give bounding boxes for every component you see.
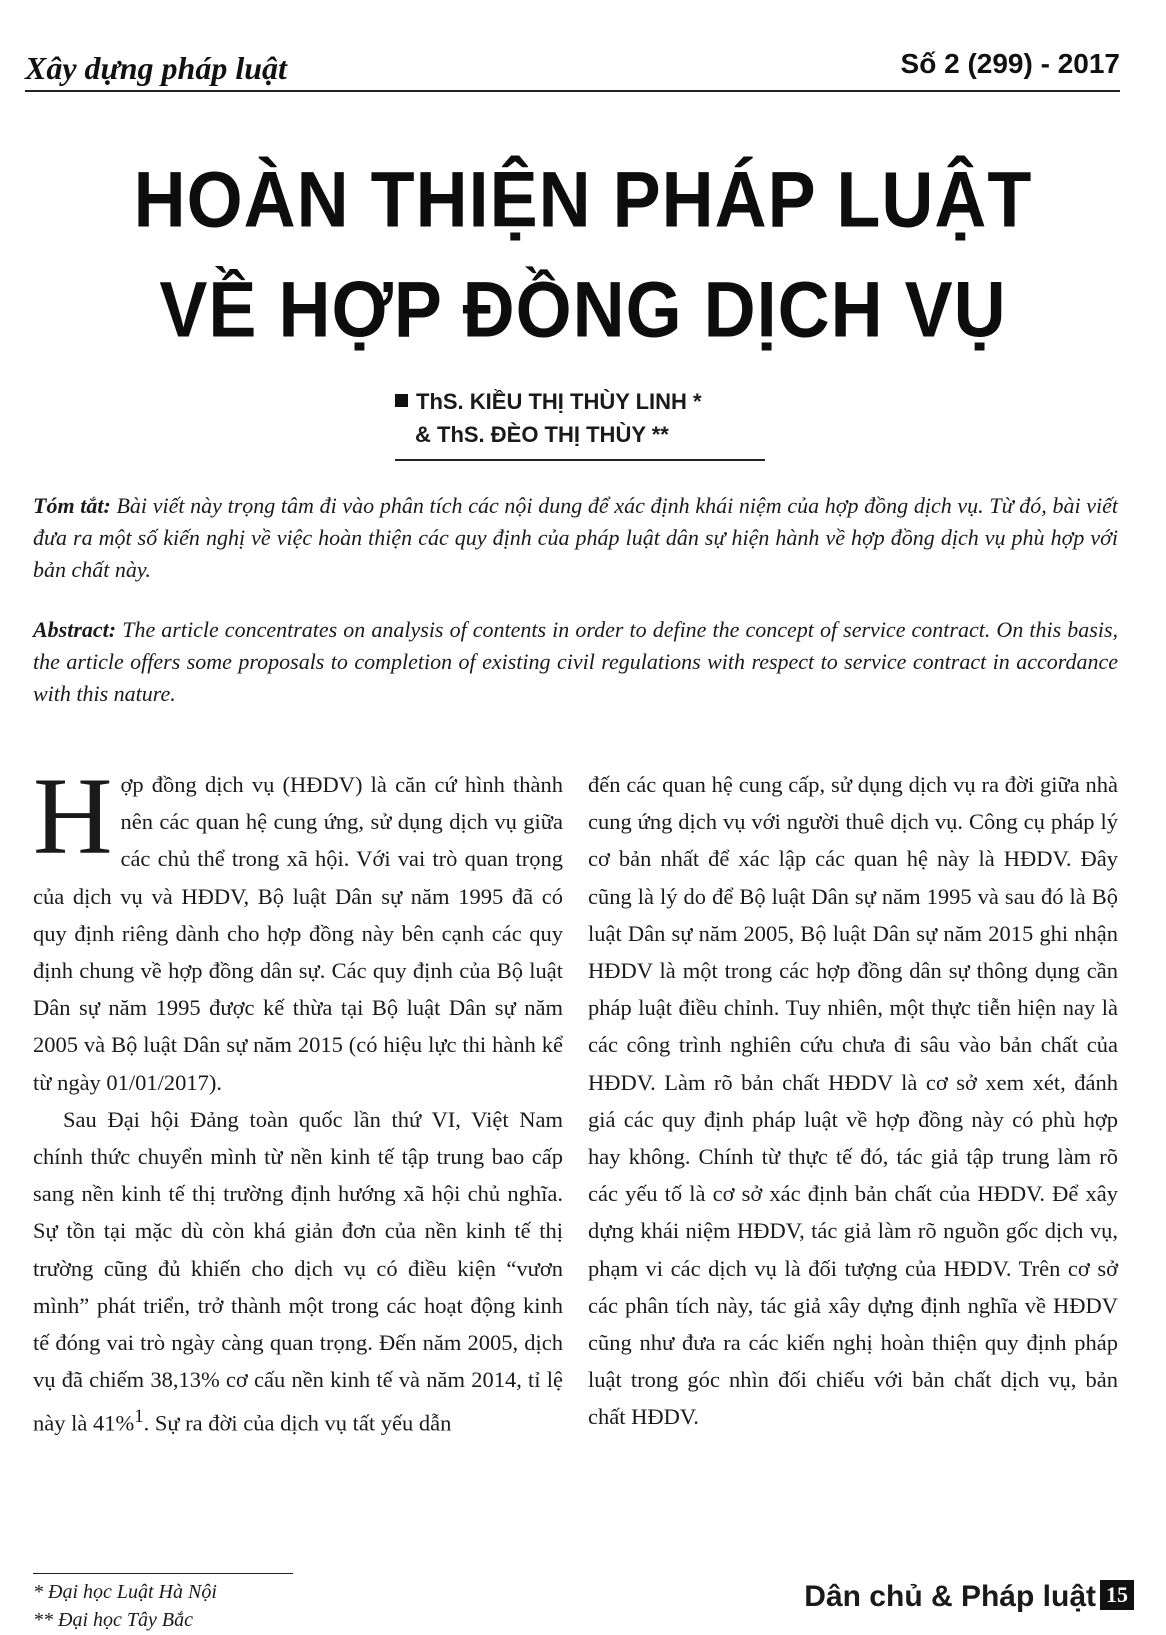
footnote-2: ** Đại học Tây Bắc — [33, 1609, 193, 1631]
bullet-square-icon — [395, 394, 408, 407]
page-number: 15 — [1100, 1580, 1134, 1610]
abstract-label: Abstract: — [33, 617, 117, 642]
footer-brand: Dân chủ & Pháp luật — [804, 1580, 1096, 1613]
footnotes — [33, 1578, 217, 1634]
summary-vi — [33, 490, 1118, 586]
issue-number: Số 2 (299) - 2017 — [900, 48, 1120, 79]
abstract-en — [33, 614, 1118, 710]
author-2: & ThS. ĐÈO THỊ THÙY ** — [415, 422, 669, 447]
summary-text: Bài viết này trọng tâm đi vào phân tích các nội dung để xác định khái niệm của hợp đồng dịch vụ. Từ đó, bài viết đưa ra một số kiến nghị về việc hoàn thiện các quy định của pháp luật dân sự hiện hành về hợp đồng dịch vụ phù hợp với bản chất này. — [33, 493, 1119, 582]
abstract-text: The article concentrates on analysis of contents in order to define the concept of service contract. On this basis, the article offers some proposals to completion of existing civil regulations with respect to service contract in accordance with this nature. — [33, 617, 1119, 706]
body-paragraph-3: đến các quan hệ cung cấp, sử dụng dịch vụ ra đời giữa nhà cung ứng dịch vụ với người thuê dịch vụ. Công cụ pháp lý cơ bản nhất để xác lập các quan hệ này là HĐDV. Đây cũng là lý do để Bộ luật Dân sự năm 1995 và sau đó là Bộ luật Dân sự năm 2005, Bộ luật Dân sự năm 2015 ghi nhận HĐDV là một trong các hợp đồng dân sự thông dụng cần pháp luật điều chỉnh. Tuy nhiên, một thực tiễn hiện nay là các công trình nghiên cứu chưa đi sâu vào bản chất của HĐDV. Làm rõ bản chất HĐDV là cơ sở xem xét, đánh giá các quy định pháp luật về hợp đồng này có phù hợp hay không. Chính từ thực tế đó, tác giả tập trung làm rõ các yếu tố là cơ sở xác định bản chất của HĐDV. Để xây dựng khái niệm HĐDV, tác giả làm rõ nguồn gốc dịch vụ, phạm vi các dịch vụ là đối tượng của HĐDV. Trên cơ sở các phân tích này, tác giả xây dựng định nghĩa về HĐDV cũng như đưa ra các kiến nghị hoàn thiện quy định pháp luật trong góc nhìn đối chiếu với bản chất dịch vụ, bản chất HĐDV. — [588, 772, 1118, 1430]
footnote-1: * Đại học Luật Hà Nội — [33, 1581, 217, 1603]
title-line-2: VỀ HỢP ĐỒNG DỊCH VỤ — [159, 266, 1007, 354]
authors-block — [395, 385, 765, 461]
body-paragraph-1: Hợp đồng dịch vụ (HĐDV) là căn cứ hình thành nên các quan hệ cung ứng, sử dụng dịch vụ giữa các chủ thể trong xã hội. Với vai trò quan trọng của dịch vụ và HĐDV, Bộ luật Dân sự năm 1995 đã có quy định riêng dành cho hợp đồng này bên cạnh các quy định chung về hợp đồng dân sự. Các quy định của Bộ luật Dân sự năm 1995 được kế thừa tại Bộ luật Dân sự năm 2005 và Bộ luật Dân sự năm 2015 (có hiệu lực thi hành kể từ ngày 01/01/2017). — [33, 755, 563, 1095]
footnote-ref: 1 — [134, 1406, 144, 1428]
journal-name: Xây dựng pháp luật — [25, 50, 287, 86]
body-column-left — [33, 755, 563, 1442]
title-line-1: HOÀN THIỆN PHÁP LUẬT — [133, 156, 1033, 244]
footnote-divider — [33, 1573, 293, 1574]
drop-cap: H — [33, 755, 113, 877]
body-paragraph-2: Sau Đại hội Đảng toàn quốc lần thứ VI, Việt Nam chính thức chuyển mình từ nền kinh tế tập trung bao cấp sang nền kinh tế thị trường định hướng xã hội chủ nghĩa. Sự tồn tại mặc dù còn khá giản đơn của nền kinh tế thị trường cũng đủ khiến cho dịch vụ có điều kiện “vươn mình” phát triển, trở thành một trong các hoạt động kinh tế đóng vai trò ngày càng quan trọng. Đến năm 2005, dịch vụ đã chiếm 38,13% cơ cấu nền kinh tế và năm 2014, tỉ lệ này là 41%$^1$. Sự ra đời của dịch vụ tất yếu dẫn — [33, 1106, 563, 1436]
body-column-right — [588, 766, 1118, 1436]
summary-label: Tóm tắt: — [33, 493, 111, 518]
page-header — [25, 40, 1120, 92]
article-title — [0, 145, 1166, 365]
author-1: ThS. KIỀU THỊ THÙY LINH * — [416, 389, 702, 414]
